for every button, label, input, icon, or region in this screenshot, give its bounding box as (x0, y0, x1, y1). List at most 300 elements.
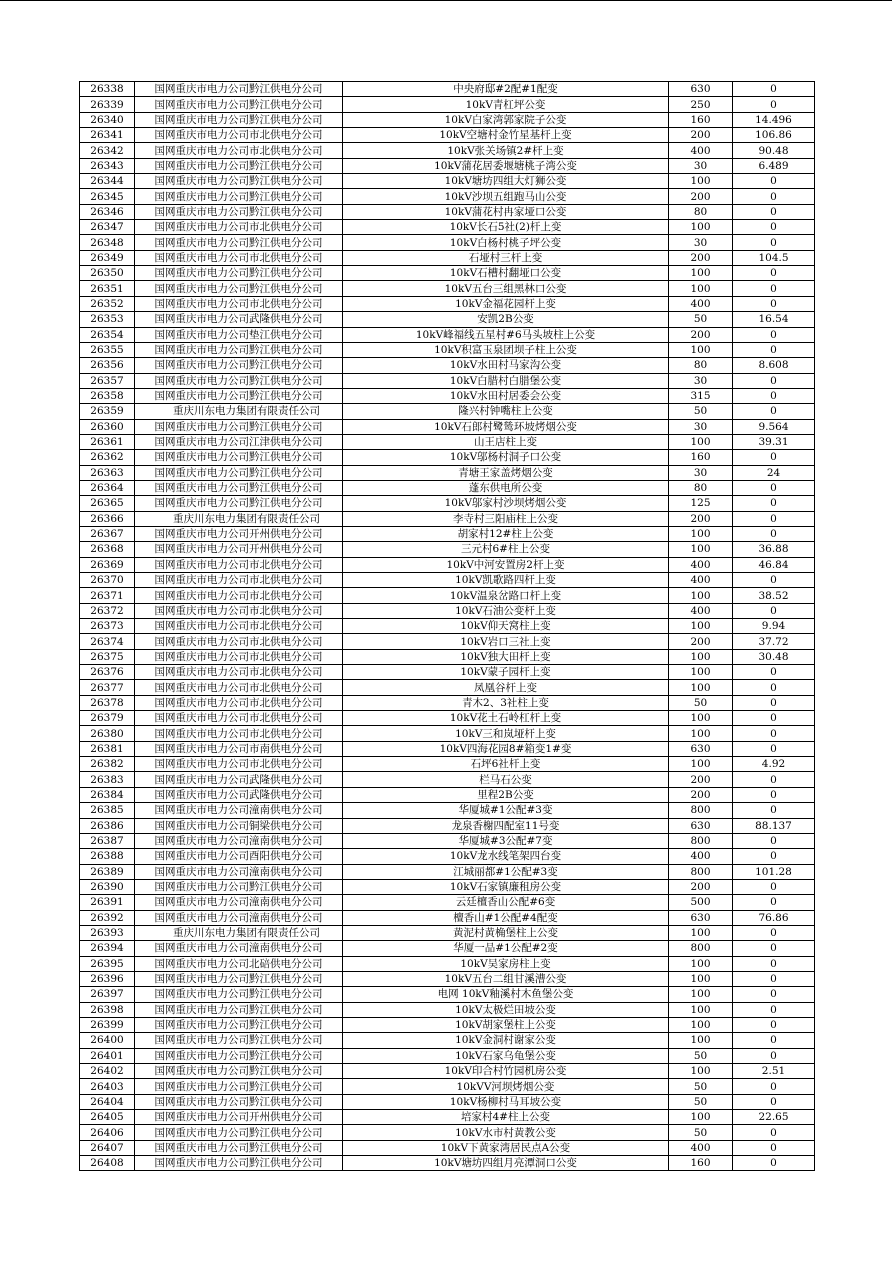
capacity-cell: 400 (669, 573, 733, 588)
table-row (80, 1140, 815, 1155)
capacity-cell: 30 (669, 419, 733, 434)
row-id-cell: 26351 (80, 281, 135, 296)
row-id-cell: 26402 (80, 1064, 135, 1079)
transformer-name-cell: 10kV水田村居委会公变 (343, 388, 669, 403)
table-row (80, 1110, 815, 1125)
table-row (80, 388, 815, 403)
row-id-cell: 26378 (80, 695, 135, 710)
company-cell: 国网重庆市电力公司市北供电分公司 (135, 711, 343, 726)
value-cell: 0 (733, 511, 815, 526)
value-cell: 16.54 (733, 312, 815, 327)
table-row (80, 680, 815, 695)
table-row (80, 281, 815, 296)
transformer-name-cell: 10kV邬杨村洞子口公变 (343, 450, 669, 465)
row-id-cell: 26396 (80, 971, 135, 986)
row-id-cell: 26400 (80, 1033, 135, 1048)
capacity-cell: 30 (669, 465, 733, 480)
row-id-cell: 26341 (80, 128, 135, 143)
transformer-name-cell: 10kV长石5社(2)杆上变 (343, 220, 669, 235)
row-id-cell: 26369 (80, 557, 135, 572)
value-cell: 0 (733, 971, 815, 986)
value-cell: 0 (733, 327, 815, 342)
company-cell: 国网重庆市电力公司潼南供电分公司 (135, 803, 343, 818)
company-cell: 国网重庆市电力公司黔江供电分公司 (135, 235, 343, 250)
transformer-name-cell: 栏马石公变 (343, 772, 669, 787)
company-cell: 国网重庆市电力公司市北供电分公司 (135, 557, 343, 572)
transformer-name-cell: 10kV白杨村桃子坪公变 (343, 235, 669, 250)
value-cell: 46.84 (733, 557, 815, 572)
row-id-cell: 26391 (80, 895, 135, 910)
row-id-cell: 26338 (80, 82, 135, 97)
capacity-cell: 800 (669, 941, 733, 956)
company-cell: 国网重庆市电力公司市北供电分公司 (135, 634, 343, 649)
value-cell: 0 (733, 189, 815, 204)
value-cell: 0 (733, 1156, 815, 1171)
value-cell: 88.137 (733, 818, 815, 833)
transformer-name-cell: 山王店柱上变 (343, 434, 669, 449)
table-row (80, 925, 815, 940)
capacity-cell: 50 (669, 1125, 733, 1140)
value-cell: 101.28 (733, 864, 815, 879)
row-id-cell: 26353 (80, 312, 135, 327)
table-row (80, 526, 815, 541)
value-cell: 104.5 (733, 250, 815, 265)
table-row (80, 803, 815, 818)
row-id-cell: 26397 (80, 987, 135, 1002)
table-row (80, 174, 815, 189)
row-id-cell: 26373 (80, 619, 135, 634)
table-row (80, 573, 815, 588)
value-cell: 0 (733, 833, 815, 848)
row-id-cell: 26345 (80, 189, 135, 204)
capacity-cell: 800 (669, 803, 733, 818)
transformer-name-cell: 10kV四海花园8#箱变1#变 (343, 741, 669, 756)
value-cell: 0 (733, 803, 815, 818)
table-row (80, 450, 815, 465)
row-id-cell: 26392 (80, 910, 135, 925)
table-row (80, 557, 815, 572)
table-row (80, 711, 815, 726)
capacity-cell: 100 (669, 542, 733, 557)
capacity-cell: 160 (669, 112, 733, 127)
company-cell: 国网重庆市电力公司黔江供电分公司 (135, 1017, 343, 1032)
value-cell: 0 (733, 895, 815, 910)
table-row (80, 128, 815, 143)
company-cell: 国网重庆市电力公司黔江供电分公司 (135, 480, 343, 495)
transformer-name-cell: 10kV张关场镇2#杆上变 (343, 143, 669, 158)
row-id-cell: 26390 (80, 879, 135, 894)
row-id-cell: 26358 (80, 388, 135, 403)
table-row (80, 818, 815, 833)
value-cell: 0 (733, 480, 815, 495)
transformer-name-cell: 安凯2B公变 (343, 312, 669, 327)
table-row (80, 1017, 815, 1032)
transformer-name-cell: 云廷檀香山公配#6变 (343, 895, 669, 910)
company-cell: 国网重庆市电力公司黔江供电分公司 (135, 1140, 343, 1155)
company-cell: 国网重庆市电力公司黔江供电分公司 (135, 82, 343, 97)
row-id-cell: 26354 (80, 327, 135, 342)
capacity-cell: 400 (669, 603, 733, 618)
row-id-cell: 26388 (80, 849, 135, 864)
row-id-cell: 26384 (80, 787, 135, 802)
value-cell: 0 (733, 726, 815, 741)
transformer-name-cell: 青塘王家盖烤烟公变 (343, 465, 669, 480)
company-cell: 国网重庆市电力公司垫江供电分公司 (135, 327, 343, 342)
capacity-cell: 100 (669, 281, 733, 296)
value-cell: 0 (733, 695, 815, 710)
value-cell: 0 (733, 1033, 815, 1048)
value-cell: 0 (733, 849, 815, 864)
table-row (80, 158, 815, 173)
capacity-cell: 100 (669, 1033, 733, 1048)
table-row (80, 603, 815, 618)
capacity-cell: 200 (669, 128, 733, 143)
value-cell: 0 (733, 1048, 815, 1063)
company-cell: 国网重庆市电力公司北碚供电分公司 (135, 956, 343, 971)
row-id-cell: 26386 (80, 818, 135, 833)
value-cell: 0 (733, 787, 815, 802)
company-cell: 国网重庆市电力公司黔江供电分公司 (135, 419, 343, 434)
transformer-name-cell: 华厦城#3公配#7变 (343, 833, 669, 848)
row-id-cell: 26357 (80, 373, 135, 388)
table-row (80, 895, 815, 910)
table-row (80, 1002, 815, 1017)
transformer-name-cell: 10kV龙水线笔架四台变 (343, 849, 669, 864)
transformer-name-cell: 檀香山#1公配#4配变 (343, 910, 669, 925)
row-id-cell: 26364 (80, 480, 135, 495)
value-cell: 76.86 (733, 910, 815, 925)
table-row (80, 511, 815, 526)
company-cell: 国网重庆市电力公司黔江供电分公司 (135, 388, 343, 403)
company-cell: 国网重庆市电力公司黔江供电分公司 (135, 1156, 343, 1171)
table-row (80, 864, 815, 879)
transformer-name-cell: 石坪6社杆上变 (343, 757, 669, 772)
transformer-name-cell: 青木2、3社柱上变 (343, 695, 669, 710)
row-id-cell: 26347 (80, 220, 135, 235)
capacity-cell: 100 (669, 726, 733, 741)
company-cell: 国网重庆市电力公司酉阳供电分公司 (135, 849, 343, 864)
company-cell: 国网重庆市电力公司潼南供电分公司 (135, 833, 343, 848)
capacity-cell: 160 (669, 450, 733, 465)
table-row (80, 204, 815, 219)
capacity-cell: 30 (669, 235, 733, 250)
capacity-cell: 400 (669, 557, 733, 572)
capacity-cell: 100 (669, 971, 733, 986)
company-cell: 国网重庆市电力公司黔江供电分公司 (135, 281, 343, 296)
capacity-cell: 160 (669, 1156, 733, 1171)
transformer-name-cell: 10kV中河安置房2杆上变 (343, 557, 669, 572)
value-cell: 0 (733, 925, 815, 940)
capacity-cell: 400 (669, 849, 733, 864)
capacity-cell: 200 (669, 772, 733, 787)
transformer-name-cell: 黄泥村黄桷堡柱上公变 (343, 925, 669, 940)
row-id-cell: 26375 (80, 649, 135, 664)
table-row (80, 849, 815, 864)
capacity-cell: 50 (669, 1048, 733, 1063)
capacity-cell: 50 (669, 695, 733, 710)
row-id-cell: 26371 (80, 588, 135, 603)
capacity-cell: 50 (669, 404, 733, 419)
value-cell: 0 (733, 373, 815, 388)
value-cell: 0 (733, 342, 815, 357)
table-row (80, 496, 815, 511)
transformer-name-cell: 10kV温泉岔路口杆上变 (343, 588, 669, 603)
table-row (80, 82, 815, 97)
value-cell: 0 (733, 772, 815, 787)
row-id-cell: 26366 (80, 511, 135, 526)
company-cell: 国网重庆市电力公司黔江供电分公司 (135, 189, 343, 204)
company-cell: 国网重庆市电力公司黔江供电分公司 (135, 174, 343, 189)
row-id-cell: 26377 (80, 680, 135, 695)
row-id-cell: 26350 (80, 266, 135, 281)
table-body (80, 82, 815, 1171)
row-id-cell: 26398 (80, 1002, 135, 1017)
value-cell: 2.51 (733, 1064, 815, 1079)
row-id-cell: 26361 (80, 434, 135, 449)
transformer-name-cell: 培家村4#柱上公变 (343, 1110, 669, 1125)
transformer-name-cell: 隆兴村钟嘴柱上公变 (343, 404, 669, 419)
company-cell: 国网重庆市电力公司市南供电分公司 (135, 741, 343, 756)
transformer-name-cell: 10kVV河坝烤烟公变 (343, 1079, 669, 1094)
value-cell: 30.48 (733, 649, 815, 664)
transformer-name-cell: 10kV峰福线五星村#6马头坡柱上公变 (343, 327, 669, 342)
row-id-cell: 26346 (80, 204, 135, 219)
company-cell: 国网重庆市电力公司黔江供电分公司 (135, 266, 343, 281)
row-id-cell: 26355 (80, 342, 135, 357)
company-cell: 国网重庆市电力公司黔江供电分公司 (135, 204, 343, 219)
table-row (80, 634, 815, 649)
capacity-cell: 250 (669, 97, 733, 112)
table-row (80, 312, 815, 327)
value-cell: 0 (733, 941, 815, 956)
value-cell: 0 (733, 741, 815, 756)
capacity-cell: 80 (669, 204, 733, 219)
value-cell: 90.48 (733, 143, 815, 158)
company-cell: 国网重庆市电力公司市北供电分公司 (135, 680, 343, 695)
value-cell: 0 (733, 82, 815, 97)
transformer-table (79, 81, 815, 1171)
transformer-name-cell: 10kV独大田杆上变 (343, 649, 669, 664)
table-row (80, 1048, 815, 1063)
company-cell: 国网重庆市电力公司铜梁供电分公司 (135, 818, 343, 833)
transformer-name-cell: 10kV石家镇廉租房公变 (343, 879, 669, 894)
transformer-name-cell: 10kV金洞村谢家公变 (343, 1033, 669, 1048)
value-cell: 0 (733, 573, 815, 588)
table-row (80, 419, 815, 434)
company-cell: 重庆川东电力集团有限责任公司 (135, 925, 343, 940)
company-cell: 国网重庆市电力公司开州供电分公司 (135, 526, 343, 541)
table-row (80, 833, 815, 848)
row-id-cell: 26393 (80, 925, 135, 940)
value-cell: 0 (733, 603, 815, 618)
capacity-cell: 100 (669, 956, 733, 971)
company-cell: 国网重庆市电力公司黔江供电分公司 (135, 97, 343, 112)
capacity-cell: 80 (669, 358, 733, 373)
capacity-cell: 100 (669, 1110, 733, 1125)
table-row (80, 342, 815, 357)
transformer-name-cell: 10kV吴家房柱上变 (343, 956, 669, 971)
company-cell: 国网重庆市电力公司黔江供电分公司 (135, 1002, 343, 1017)
company-cell: 国网重庆市电力公司黔江供电分公司 (135, 373, 343, 388)
table-row (80, 296, 815, 311)
value-cell: 0 (733, 1125, 815, 1140)
transformer-name-cell: 10kV白家湾郭家院子公变 (343, 112, 669, 127)
capacity-cell: 630 (669, 741, 733, 756)
row-id-cell: 26380 (80, 726, 135, 741)
transformer-name-cell: 石垭村三杆上变 (343, 250, 669, 265)
capacity-cell: 30 (669, 158, 733, 173)
value-cell: 37.72 (733, 634, 815, 649)
value-cell: 0 (733, 711, 815, 726)
table-row (80, 695, 815, 710)
company-cell: 国网重庆市电力公司市北供电分公司 (135, 573, 343, 588)
capacity-cell: 50 (669, 312, 733, 327)
transformer-name-cell: 10kV塘坊四组大灯狮公变 (343, 174, 669, 189)
value-cell: 0 (733, 665, 815, 680)
capacity-cell: 100 (669, 649, 733, 664)
row-id-cell: 26365 (80, 496, 135, 511)
company-cell: 国网重庆市电力公司市北供电分公司 (135, 143, 343, 158)
value-cell: 0 (733, 388, 815, 403)
row-id-cell: 26349 (80, 250, 135, 265)
capacity-cell: 200 (669, 879, 733, 894)
company-cell: 国网重庆市电力公司黔江供电分公司 (135, 1079, 343, 1094)
capacity-cell: 80 (669, 480, 733, 495)
capacity-cell: 400 (669, 143, 733, 158)
value-cell: 0 (733, 174, 815, 189)
company-cell: 国网重庆市电力公司黔江供电分公司 (135, 1094, 343, 1109)
transformer-name-cell: 李寺村三阳庙柱上公变 (343, 511, 669, 526)
transformer-name-cell: 江城丽都#1公配#3变 (343, 864, 669, 879)
transformer-name-cell: 10kV太极烂田坡公变 (343, 1002, 669, 1017)
company-cell: 国网重庆市电力公司开州供电分公司 (135, 1110, 343, 1125)
table-row (80, 588, 815, 603)
company-cell: 国网重庆市电力公司市北供电分公司 (135, 726, 343, 741)
company-cell: 国网重庆市电力公司市北供电分公司 (135, 695, 343, 710)
row-id-cell: 26408 (80, 1156, 135, 1171)
value-cell: 0 (733, 526, 815, 541)
capacity-cell: 800 (669, 833, 733, 848)
capacity-cell: 100 (669, 588, 733, 603)
transformer-name-cell: 10kV印合村竹园机房公变 (343, 1064, 669, 1079)
table-row (80, 1156, 815, 1171)
company-cell: 国网重庆市电力公司黔江供电分公司 (135, 496, 343, 511)
table-row (80, 757, 815, 772)
value-cell: 0 (733, 266, 815, 281)
table-row (80, 404, 815, 419)
transformer-name-cell: 华厦城#1公配#3变 (343, 803, 669, 818)
table-row (80, 250, 815, 265)
capacity-cell: 100 (669, 680, 733, 695)
capacity-cell: 200 (669, 787, 733, 802)
value-cell: 14.496 (733, 112, 815, 127)
table-row (80, 741, 815, 756)
transformer-name-cell: 10kV三和岚垭杆上变 (343, 726, 669, 741)
company-cell: 国网重庆市电力公司黔江供电分公司 (135, 112, 343, 127)
value-cell: 0 (733, 1140, 815, 1155)
company-cell: 国网重庆市电力公司市北供电分公司 (135, 588, 343, 603)
transformer-name-cell: 10kV邬家村沙坝烤烟公变 (343, 496, 669, 511)
transformer-name-cell: 10kV蒲花村冉家垭口公变 (343, 204, 669, 219)
transformer-name-cell: 10kV五台三组黑林口公变 (343, 281, 669, 296)
table-row (80, 465, 815, 480)
table-row (80, 1094, 815, 1109)
company-cell: 国网重庆市电力公司市北供电分公司 (135, 665, 343, 680)
row-id-cell: 26340 (80, 112, 135, 127)
table-row (80, 480, 815, 495)
table-row (80, 619, 815, 634)
capacity-cell: 630 (669, 910, 733, 925)
value-cell: 0 (733, 956, 815, 971)
capacity-cell: 100 (669, 619, 733, 634)
capacity-cell: 200 (669, 511, 733, 526)
capacity-cell: 500 (669, 895, 733, 910)
transformer-name-cell: 蓬东供电所公变 (343, 480, 669, 495)
transformer-name-cell: 10kV凯歌路四杆上变 (343, 573, 669, 588)
capacity-cell: 100 (669, 665, 733, 680)
table-row (80, 971, 815, 986)
row-id-cell: 26359 (80, 404, 135, 419)
row-id-cell: 26381 (80, 741, 135, 756)
value-cell: 0 (733, 404, 815, 419)
transformer-name-cell: 10kV积富玉泉团坝子柱上公变 (343, 342, 669, 357)
capacity-cell: 315 (669, 388, 733, 403)
capacity-cell: 50 (669, 1094, 733, 1109)
table-row (80, 772, 815, 787)
company-cell: 重庆川东电力集团有限责任公司 (135, 511, 343, 526)
capacity-cell: 100 (669, 1002, 733, 1017)
table-row (80, 910, 815, 925)
company-cell: 重庆川东电力集团有限责任公司 (135, 404, 343, 419)
table-row (80, 941, 815, 956)
transformer-name-cell: 胡家村12#柱上公变 (343, 526, 669, 541)
company-cell: 国网重庆市电力公司市北供电分公司 (135, 757, 343, 772)
row-id-cell: 26405 (80, 1110, 135, 1125)
row-id-cell: 26360 (80, 419, 135, 434)
transformer-name-cell: 龙泉香榭四配室11号变 (343, 818, 669, 833)
company-cell: 国网重庆市电力公司黔江供电分公司 (135, 342, 343, 357)
table-row (80, 373, 815, 388)
company-cell: 国网重庆市电力公司黔江供电分公司 (135, 879, 343, 894)
row-id-cell: 26385 (80, 803, 135, 818)
row-id-cell: 26404 (80, 1094, 135, 1109)
transformer-name-cell: 凤凰谷杆上变 (343, 680, 669, 695)
row-id-cell: 26339 (80, 97, 135, 112)
company-cell: 国网重庆市电力公司开州供电分公司 (135, 542, 343, 557)
value-cell: 38.52 (733, 588, 815, 603)
table-row (80, 327, 815, 342)
row-id-cell: 26367 (80, 526, 135, 541)
table-row (80, 649, 815, 664)
value-cell: 0 (733, 1079, 815, 1094)
value-cell: 36.88 (733, 542, 815, 557)
transformer-name-cell: 里程2B公变 (343, 787, 669, 802)
capacity-cell: 400 (669, 1140, 733, 1155)
table-row (80, 1064, 815, 1079)
value-cell: 0 (733, 220, 815, 235)
company-cell: 国网重庆市电力公司黔江供电分公司 (135, 971, 343, 986)
row-id-cell: 26394 (80, 941, 135, 956)
capacity-cell: 100 (669, 342, 733, 357)
value-cell: 0 (733, 496, 815, 511)
row-id-cell: 26382 (80, 757, 135, 772)
value-cell: 39.31 (733, 434, 815, 449)
capacity-cell: 100 (669, 987, 733, 1002)
value-cell: 0 (733, 1002, 815, 1017)
transformer-name-cell: 三元村6#柱上公变 (343, 542, 669, 557)
transformer-name-cell: 10kV沙坝五组跑马山公变 (343, 189, 669, 204)
capacity-cell: 200 (669, 634, 733, 649)
